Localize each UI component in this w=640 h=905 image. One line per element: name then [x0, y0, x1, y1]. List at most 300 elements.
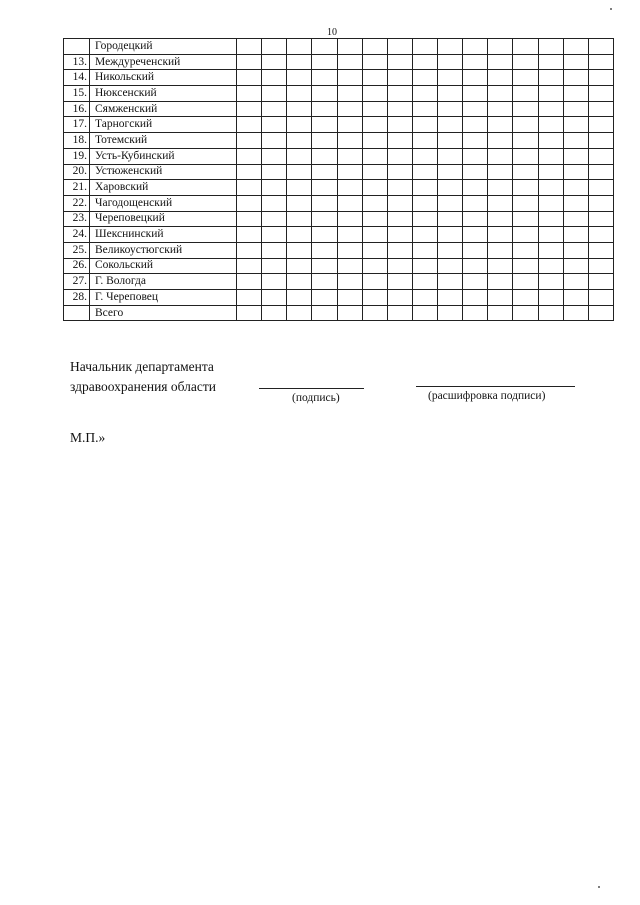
table-row	[64, 117, 614, 133]
district-name: Междуреченский	[90, 54, 237, 70]
empty-cell	[362, 227, 387, 243]
empty-cell	[588, 180, 613, 196]
empty-cell	[463, 305, 488, 321]
empty-cell	[262, 86, 287, 102]
empty-cell	[513, 290, 538, 306]
empty-cell	[538, 274, 563, 290]
empty-cell	[513, 180, 538, 196]
empty-cell	[337, 242, 362, 258]
empty-cell	[488, 86, 513, 102]
empty-cell	[538, 148, 563, 164]
empty-cell	[337, 133, 362, 149]
empty-cell	[287, 211, 312, 227]
empty-cell	[463, 133, 488, 149]
empty-cell	[237, 39, 262, 55]
empty-cell	[312, 274, 337, 290]
empty-cell	[463, 70, 488, 86]
empty-cell	[237, 164, 262, 180]
empty-cell	[488, 195, 513, 211]
empty-cell	[387, 242, 412, 258]
empty-cell	[287, 180, 312, 196]
district-name: Никольский	[90, 70, 237, 86]
empty-cell	[563, 133, 588, 149]
empty-cell	[312, 180, 337, 196]
empty-cell	[262, 54, 287, 70]
empty-cell	[262, 133, 287, 149]
row-number: 27.	[64, 274, 90, 290]
empty-cell	[337, 274, 362, 290]
empty-cell	[513, 133, 538, 149]
district-name: Г. Вологда	[90, 274, 237, 290]
empty-cell	[412, 258, 437, 274]
empty-cell	[488, 227, 513, 243]
empty-cell	[362, 86, 387, 102]
empty-cell	[538, 101, 563, 117]
empty-cell	[362, 274, 387, 290]
empty-cell	[262, 117, 287, 133]
empty-cell	[438, 164, 463, 180]
empty-cell	[262, 305, 287, 321]
empty-cell	[488, 70, 513, 86]
empty-cell	[387, 86, 412, 102]
empty-cell	[588, 227, 613, 243]
signature-caption: (подпись)	[292, 392, 340, 404]
empty-cell	[312, 101, 337, 117]
table-row	[64, 70, 614, 86]
empty-cell	[588, 133, 613, 149]
empty-cell	[312, 258, 337, 274]
empty-cell	[287, 195, 312, 211]
district-name: Шекснинский	[90, 227, 237, 243]
district-name: Городецкий	[90, 39, 237, 55]
empty-cell	[312, 133, 337, 149]
empty-cell	[337, 101, 362, 117]
empty-cell	[513, 148, 538, 164]
empty-cell	[337, 227, 362, 243]
empty-cell	[337, 180, 362, 196]
empty-cell	[538, 117, 563, 133]
empty-cell	[513, 242, 538, 258]
empty-cell	[262, 258, 287, 274]
empty-cell	[312, 164, 337, 180]
table-row	[64, 227, 614, 243]
table-row	[64, 258, 614, 274]
empty-cell	[463, 195, 488, 211]
empty-cell	[563, 305, 588, 321]
empty-cell	[237, 101, 262, 117]
empty-cell	[287, 274, 312, 290]
scan-speck	[610, 8, 612, 10]
district-name: Череповецкий	[90, 211, 237, 227]
empty-cell	[237, 211, 262, 227]
empty-cell	[438, 227, 463, 243]
empty-cell	[237, 305, 262, 321]
empty-cell	[513, 54, 538, 70]
empty-cell	[387, 133, 412, 149]
empty-cell	[387, 258, 412, 274]
empty-cell	[513, 305, 538, 321]
empty-cell	[488, 274, 513, 290]
empty-cell	[563, 39, 588, 55]
empty-cell	[538, 133, 563, 149]
empty-cell	[287, 133, 312, 149]
empty-cell	[237, 133, 262, 149]
table-row	[64, 305, 614, 321]
position-title-line1: Начальник департамента	[70, 359, 214, 374]
empty-cell	[513, 211, 538, 227]
page-number: 10	[327, 27, 337, 38]
empty-cell	[588, 54, 613, 70]
empty-cell	[387, 148, 412, 164]
row-number: 17.	[64, 117, 90, 133]
empty-cell	[312, 195, 337, 211]
empty-cell	[287, 305, 312, 321]
row-number: 15.	[64, 86, 90, 102]
empty-cell	[488, 258, 513, 274]
empty-cell	[538, 305, 563, 321]
empty-cell	[588, 86, 613, 102]
empty-cell	[387, 211, 412, 227]
empty-cell	[463, 180, 488, 196]
empty-cell	[488, 290, 513, 306]
empty-cell	[287, 86, 312, 102]
empty-cell	[262, 148, 287, 164]
empty-cell	[387, 39, 412, 55]
district-name: Устюженский	[90, 164, 237, 180]
empty-cell	[237, 274, 262, 290]
empty-cell	[237, 258, 262, 274]
empty-cell	[362, 101, 387, 117]
empty-cell	[362, 39, 387, 55]
empty-cell	[538, 258, 563, 274]
empty-cell	[488, 180, 513, 196]
empty-cell	[538, 164, 563, 180]
empty-cell	[412, 164, 437, 180]
table-row	[64, 290, 614, 306]
empty-cell	[538, 86, 563, 102]
empty-cell	[312, 70, 337, 86]
district-name: Усть-Кубинский	[90, 148, 237, 164]
empty-cell	[412, 133, 437, 149]
empty-cell	[463, 54, 488, 70]
empty-cell	[438, 54, 463, 70]
empty-cell	[513, 39, 538, 55]
table-row	[64, 39, 614, 55]
table-row	[64, 133, 614, 149]
empty-cell	[312, 39, 337, 55]
empty-cell	[588, 164, 613, 180]
signature-block	[70, 357, 216, 397]
empty-cell	[588, 242, 613, 258]
district-name: Сокольский	[90, 258, 237, 274]
empty-cell	[513, 164, 538, 180]
empty-cell	[563, 211, 588, 227]
empty-cell	[463, 39, 488, 55]
table-row	[64, 195, 614, 211]
empty-cell	[337, 86, 362, 102]
district-report-table	[63, 38, 614, 321]
empty-cell	[387, 227, 412, 243]
empty-cell	[312, 148, 337, 164]
empty-cell	[412, 227, 437, 243]
district-name: Г. Череповец	[90, 290, 237, 306]
empty-cell	[412, 117, 437, 133]
empty-cell	[387, 101, 412, 117]
empty-cell	[538, 242, 563, 258]
table-row	[64, 148, 614, 164]
empty-cell	[312, 227, 337, 243]
empty-cell	[337, 258, 362, 274]
empty-cell	[488, 211, 513, 227]
empty-cell	[563, 242, 588, 258]
empty-cell	[412, 305, 437, 321]
row-number: 14.	[64, 70, 90, 86]
empty-cell	[563, 54, 588, 70]
empty-cell	[362, 70, 387, 86]
empty-cell	[287, 290, 312, 306]
empty-cell	[488, 39, 513, 55]
empty-cell	[412, 242, 437, 258]
empty-cell	[362, 180, 387, 196]
empty-cell	[237, 242, 262, 258]
empty-cell	[588, 101, 613, 117]
empty-cell	[287, 148, 312, 164]
district-name: Великоустюгский	[90, 242, 237, 258]
empty-cell	[362, 164, 387, 180]
empty-cell	[362, 242, 387, 258]
table-row	[64, 242, 614, 258]
scan-speck	[598, 886, 600, 888]
empty-cell	[438, 86, 463, 102]
empty-cell	[237, 86, 262, 102]
empty-cell	[463, 148, 488, 164]
empty-cell	[362, 195, 387, 211]
table-row	[64, 54, 614, 70]
empty-cell	[538, 180, 563, 196]
empty-cell	[337, 211, 362, 227]
empty-cell	[463, 258, 488, 274]
row-number: 24.	[64, 227, 90, 243]
empty-cell	[513, 227, 538, 243]
empty-cell	[262, 39, 287, 55]
empty-cell	[287, 258, 312, 274]
empty-cell	[287, 117, 312, 133]
row-number	[64, 39, 90, 55]
empty-cell	[262, 164, 287, 180]
empty-cell	[563, 180, 588, 196]
empty-cell	[412, 274, 437, 290]
district-name: Чагодощенский	[90, 195, 237, 211]
empty-cell	[463, 290, 488, 306]
empty-cell	[362, 133, 387, 149]
empty-cell	[237, 70, 262, 86]
empty-cell	[412, 180, 437, 196]
row-number: 16.	[64, 101, 90, 117]
row-number: 25.	[64, 242, 90, 258]
table-row	[64, 86, 614, 102]
empty-cell	[438, 180, 463, 196]
empty-cell	[588, 39, 613, 55]
empty-cell	[563, 117, 588, 133]
empty-cell	[387, 54, 412, 70]
row-number: 23.	[64, 211, 90, 227]
district-name: Тотемский	[90, 133, 237, 149]
empty-cell	[237, 54, 262, 70]
table-body	[64, 39, 614, 321]
row-number	[64, 305, 90, 321]
empty-cell	[387, 70, 412, 86]
empty-cell	[538, 290, 563, 306]
empty-cell	[488, 117, 513, 133]
empty-cell	[237, 117, 262, 133]
empty-cell	[513, 70, 538, 86]
empty-cell	[287, 101, 312, 117]
district-name: Всего	[90, 305, 237, 321]
empty-cell	[488, 164, 513, 180]
empty-cell	[438, 39, 463, 55]
empty-cell	[563, 258, 588, 274]
empty-cell	[387, 305, 412, 321]
empty-cell	[237, 290, 262, 306]
empty-cell	[513, 258, 538, 274]
empty-cell	[438, 133, 463, 149]
empty-cell	[287, 39, 312, 55]
empty-cell	[387, 195, 412, 211]
empty-cell	[463, 164, 488, 180]
empty-cell	[362, 117, 387, 133]
empty-cell	[287, 54, 312, 70]
empty-cell	[362, 305, 387, 321]
empty-cell	[387, 180, 412, 196]
empty-cell	[488, 305, 513, 321]
empty-cell	[412, 290, 437, 306]
empty-cell	[262, 180, 287, 196]
empty-cell	[563, 227, 588, 243]
empty-cell	[488, 242, 513, 258]
empty-cell	[588, 70, 613, 86]
empty-cell	[337, 39, 362, 55]
stamp-place-label: М.П.»	[70, 430, 106, 445]
empty-cell	[412, 70, 437, 86]
empty-cell	[563, 86, 588, 102]
empty-cell	[438, 148, 463, 164]
empty-cell	[237, 148, 262, 164]
empty-cell	[362, 54, 387, 70]
empty-cell	[588, 305, 613, 321]
empty-cell	[438, 117, 463, 133]
empty-cell	[463, 274, 488, 290]
empty-cell	[412, 101, 437, 117]
empty-cell	[337, 305, 362, 321]
empty-cell	[237, 180, 262, 196]
table-row	[64, 180, 614, 196]
empty-cell	[387, 290, 412, 306]
empty-cell	[362, 211, 387, 227]
empty-cell	[588, 117, 613, 133]
empty-cell	[563, 70, 588, 86]
empty-cell	[438, 70, 463, 86]
empty-cell	[438, 305, 463, 321]
empty-cell	[438, 290, 463, 306]
empty-cell	[312, 54, 337, 70]
empty-cell	[287, 70, 312, 86]
empty-cell	[463, 101, 488, 117]
empty-cell	[312, 242, 337, 258]
empty-cell	[412, 54, 437, 70]
empty-cell	[513, 101, 538, 117]
empty-cell	[438, 274, 463, 290]
empty-cell	[412, 39, 437, 55]
empty-cell	[312, 117, 337, 133]
row-number: 21.	[64, 180, 90, 196]
row-number: 20.	[64, 164, 90, 180]
empty-cell	[563, 148, 588, 164]
empty-cell	[463, 86, 488, 102]
empty-cell	[262, 101, 287, 117]
empty-cell	[287, 242, 312, 258]
empty-cell	[538, 39, 563, 55]
empty-cell	[463, 242, 488, 258]
empty-cell	[488, 133, 513, 149]
empty-cell	[588, 290, 613, 306]
empty-cell	[438, 258, 463, 274]
empty-cell	[262, 242, 287, 258]
empty-cell	[287, 164, 312, 180]
empty-cell	[362, 258, 387, 274]
empty-cell	[563, 290, 588, 306]
empty-cell	[438, 242, 463, 258]
empty-cell	[337, 195, 362, 211]
empty-cell	[463, 211, 488, 227]
signature-decode-caption: (расшифровка подписи)	[428, 390, 546, 402]
table-row	[64, 274, 614, 290]
empty-cell	[563, 195, 588, 211]
position-title-line2: здравоохранения области	[70, 379, 217, 394]
empty-cell	[312, 211, 337, 227]
empty-cell	[337, 54, 362, 70]
row-number: 26.	[64, 258, 90, 274]
empty-cell	[337, 117, 362, 133]
empty-cell	[563, 101, 588, 117]
empty-cell	[538, 227, 563, 243]
district-name: Нюксенский	[90, 86, 237, 102]
empty-cell	[588, 258, 613, 274]
empty-cell	[588, 274, 613, 290]
empty-cell	[588, 195, 613, 211]
empty-cell	[463, 117, 488, 133]
empty-cell	[463, 227, 488, 243]
empty-cell	[538, 70, 563, 86]
row-number: 28.	[64, 290, 90, 306]
empty-cell	[387, 164, 412, 180]
table-row	[64, 101, 614, 117]
empty-cell	[513, 274, 538, 290]
empty-cell	[387, 117, 412, 133]
district-name: Харовский	[90, 180, 237, 196]
district-name: Тарногский	[90, 117, 237, 133]
empty-cell	[438, 195, 463, 211]
empty-cell	[538, 211, 563, 227]
empty-cell	[312, 290, 337, 306]
table-row	[64, 211, 614, 227]
empty-cell	[337, 148, 362, 164]
empty-cell	[362, 290, 387, 306]
empty-cell	[337, 70, 362, 86]
empty-cell	[262, 70, 287, 86]
empty-cell	[262, 290, 287, 306]
empty-cell	[488, 101, 513, 117]
empty-cell	[262, 195, 287, 211]
